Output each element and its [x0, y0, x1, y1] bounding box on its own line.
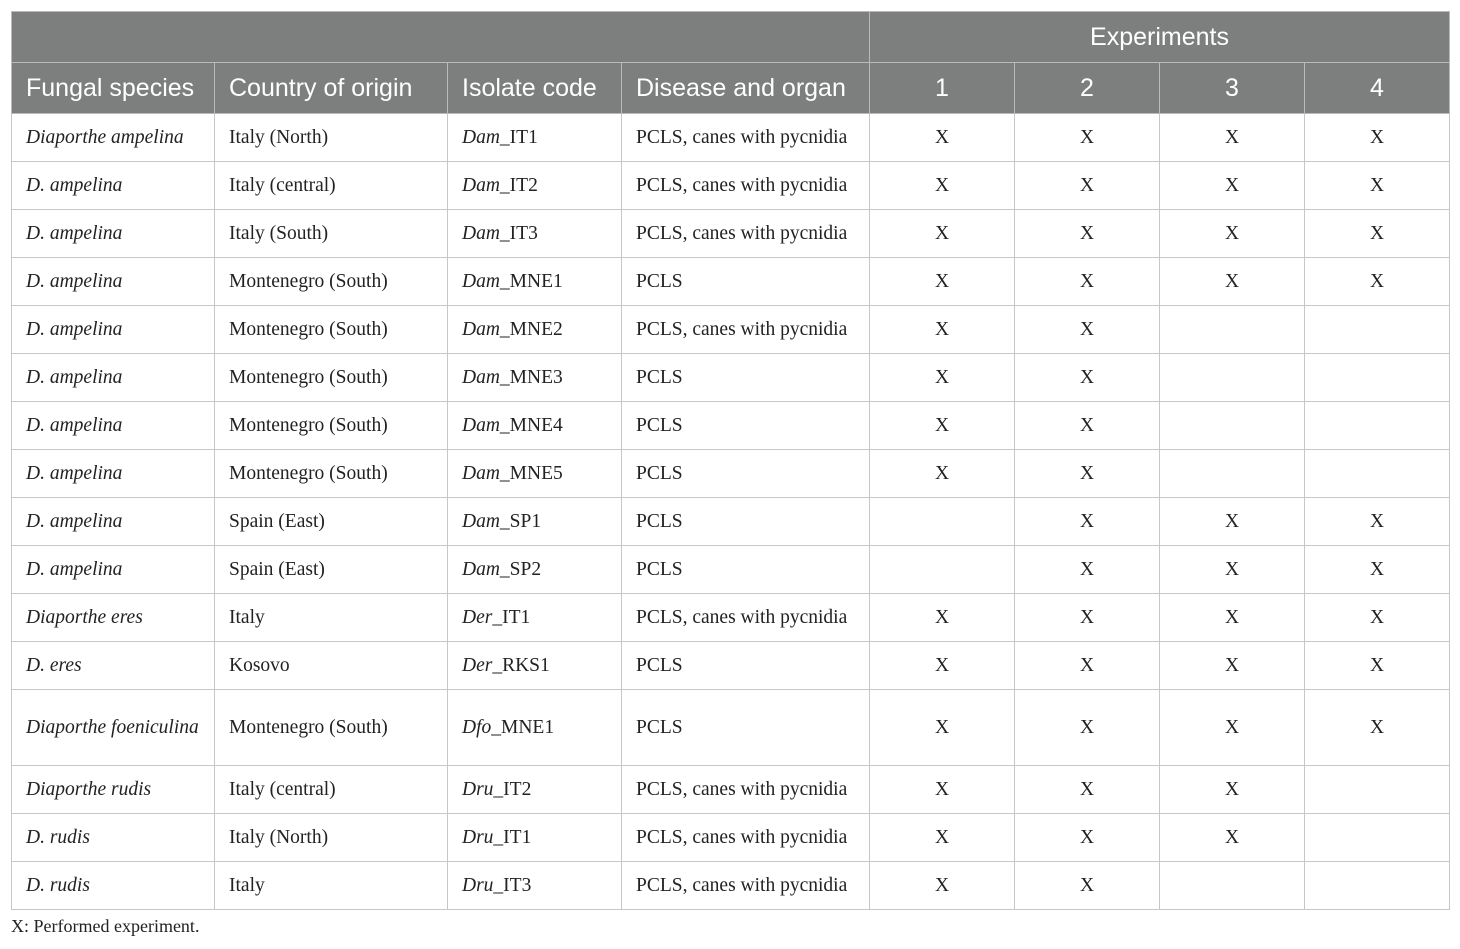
isolate-code-prefix: Dru [462, 778, 494, 800]
isolate-code-cell [448, 642, 622, 690]
experiment-2-cell: X [1015, 210, 1160, 258]
isolate-code-prefix: Dam [462, 414, 500, 436]
isolate-code-suffix: _MNE3 [499, 366, 563, 388]
group-header-blank [12, 12, 870, 63]
species-cell: D. eres [12, 642, 215, 690]
isolate-code-suffix: _SP2 [499, 558, 542, 580]
isolate-code-prefix: Dam [462, 558, 500, 580]
experiment-1-cell: X [870, 114, 1015, 162]
column-header-row [12, 63, 1450, 114]
disease-cell: PCLS [622, 402, 870, 450]
disease-cell: PCLS, canes with pycnidia [622, 814, 870, 862]
experiment-4-cell: X [1305, 690, 1450, 766]
experiment-3-cell [1160, 450, 1305, 498]
isolate-code-cell [448, 450, 622, 498]
species-cell: D. ampelina [12, 162, 215, 210]
isolate-code-prefix: Der [462, 606, 493, 628]
disease-cell: PCLS [622, 690, 870, 766]
isolate-code-cell [448, 354, 622, 402]
experiment-3-cell [1160, 862, 1305, 910]
species-cell: D. ampelina [12, 450, 215, 498]
column-header-country: Country of origin [215, 63, 448, 114]
isolate-code-prefix: Dru [462, 874, 494, 896]
country-cell: Italy [215, 862, 448, 910]
table-row [12, 690, 1450, 766]
experiment-2-cell: X [1015, 114, 1160, 162]
disease-cell: PCLS, canes with pycnidia [622, 766, 870, 814]
isolate-code-cell [448, 690, 622, 766]
column-header-isolate: Isolate code [448, 63, 622, 114]
isolate-code-cell [448, 498, 622, 546]
species-cell: Diaporthe ampelina [12, 114, 215, 162]
table-row [12, 814, 1450, 862]
experiment-1-cell: X [870, 690, 1015, 766]
experiments-group-header: Experiments [870, 12, 1450, 63]
experiment-1-cell: X [870, 258, 1015, 306]
isolate-code-prefix: Dam [462, 462, 500, 484]
isolate-code-prefix: Dam [462, 318, 500, 340]
country-cell: Italy [215, 594, 448, 642]
experiments-table [11, 11, 1450, 910]
country-cell: Italy (South) [215, 210, 448, 258]
experiment-4-cell: X [1305, 114, 1450, 162]
disease-cell: PCLS [622, 498, 870, 546]
experiment-2-cell: X [1015, 354, 1160, 402]
disease-cell: PCLS, canes with pycnidia [622, 862, 870, 910]
isolate-code-suffix: _IT1 [493, 826, 532, 848]
disease-cell: PCLS [622, 354, 870, 402]
experiment-4-cell [1305, 862, 1450, 910]
column-header-disease: Disease and organ [622, 63, 870, 114]
experiment-1-cell: X [870, 354, 1015, 402]
isolate-code-prefix: Der [462, 654, 493, 676]
isolate-code-cell [448, 258, 622, 306]
disease-cell: PCLS [622, 258, 870, 306]
group-header-row [12, 12, 1450, 63]
isolate-code-cell [448, 766, 622, 814]
country-cell: Kosovo [215, 642, 448, 690]
experiment-4-cell [1305, 766, 1450, 814]
table-row [12, 258, 1450, 306]
isolate-code-suffix: _IT1 [492, 606, 531, 628]
experiment-4-cell [1305, 450, 1450, 498]
experiment-2-cell: X [1015, 546, 1160, 594]
isolate-code-suffix: _MNE5 [499, 462, 563, 484]
species-cell: D. rudis [12, 814, 215, 862]
experiment-1-cell: X [870, 642, 1015, 690]
isolate-code-suffix: _RKS1 [492, 654, 550, 676]
experiment-3-cell: X [1160, 594, 1305, 642]
isolate-code-prefix: Dam [462, 366, 500, 388]
table-row [12, 498, 1450, 546]
species-cell: Diaporthe foeniculina [12, 690, 215, 766]
experiment-4-cell [1305, 354, 1450, 402]
table-row [12, 766, 1450, 814]
experiment-1-cell: X [870, 814, 1015, 862]
experiment-3-cell: X [1160, 498, 1305, 546]
disease-cell: PCLS, canes with pycnidia [622, 114, 870, 162]
country-cell: Italy (central) [215, 766, 448, 814]
species-cell: Diaporthe eres [12, 594, 215, 642]
isolate-code-prefix: Dam [462, 222, 500, 244]
isolate-code-suffix: _MNE4 [499, 414, 563, 436]
isolate-code-suffix: _IT2 [499, 174, 538, 196]
country-cell: Montenegro (South) [215, 450, 448, 498]
disease-cell: PCLS, canes with pycnidia [622, 594, 870, 642]
experiment-1-cell: X [870, 766, 1015, 814]
isolate-code-suffix: _MNE1 [499, 270, 563, 292]
country-cell: Spain (East) [215, 498, 448, 546]
experiment-3-cell: X [1160, 210, 1305, 258]
experiment-3-cell: X [1160, 258, 1305, 306]
experiment-2-cell: X [1015, 766, 1160, 814]
experiment-2-cell: X [1015, 162, 1160, 210]
experiment-4-cell: X [1305, 210, 1450, 258]
isolate-code-suffix: _IT2 [493, 778, 532, 800]
experiment-4-cell: X [1305, 594, 1450, 642]
experiment-1-cell [870, 546, 1015, 594]
species-cell: D. ampelina [12, 546, 215, 594]
experiment-1-cell: X [870, 306, 1015, 354]
table-row [12, 450, 1450, 498]
species-cell: D. ampelina [12, 210, 215, 258]
species-cell: D. ampelina [12, 498, 215, 546]
disease-cell: PCLS [622, 546, 870, 594]
table-row [12, 162, 1450, 210]
disease-cell: PCLS, canes with pycnidia [622, 210, 870, 258]
country-cell: Montenegro (South) [215, 258, 448, 306]
experiment-4-cell: X [1305, 642, 1450, 690]
isolate-code-cell [448, 210, 622, 258]
isolate-code-suffix: _IT3 [499, 222, 538, 244]
table-row [12, 862, 1450, 910]
experiment-4-cell: X [1305, 498, 1450, 546]
table-row [12, 114, 1450, 162]
country-cell: Montenegro (South) [215, 354, 448, 402]
experiment-3-cell: X [1160, 546, 1305, 594]
isolate-code-prefix: Dam [462, 510, 500, 532]
isolate-code-suffix: _MNE2 [499, 318, 563, 340]
species-cell: D. ampelina [12, 258, 215, 306]
experiment-2-cell: X [1015, 862, 1160, 910]
experiment-1-cell: X [870, 402, 1015, 450]
species-cell: D. ampelina [12, 354, 215, 402]
experiment-2-cell: X [1015, 498, 1160, 546]
country-cell: Spain (East) [215, 546, 448, 594]
isolate-code-cell [448, 114, 622, 162]
disease-cell: PCLS, canes with pycnidia [622, 306, 870, 354]
disease-cell: PCLS [622, 642, 870, 690]
table-row [12, 594, 1450, 642]
experiment-2-cell: X [1015, 258, 1160, 306]
table-row [12, 546, 1450, 594]
experiment-3-cell: X [1160, 690, 1305, 766]
experiment-1-cell: X [870, 862, 1015, 910]
experiment-3-cell [1160, 402, 1305, 450]
experiment-3-cell: X [1160, 814, 1305, 862]
column-header-exp1: 1 [870, 63, 1015, 114]
table-row [12, 210, 1450, 258]
country-cell: Montenegro (South) [215, 402, 448, 450]
footnote: X: Performed experiment. [11, 916, 200, 936]
experiment-3-cell: X [1160, 114, 1305, 162]
experiment-4-cell [1305, 814, 1450, 862]
experiment-3-cell: X [1160, 642, 1305, 690]
experiment-1-cell: X [870, 594, 1015, 642]
experiment-2-cell: X [1015, 642, 1160, 690]
species-cell: D. ampelina [12, 402, 215, 450]
table-row [12, 402, 1450, 450]
experiment-3-cell: X [1160, 162, 1305, 210]
table-container [11, 11, 1449, 910]
experiment-3-cell: X [1160, 766, 1305, 814]
column-header-species: Fungal species [12, 63, 215, 114]
species-cell: D. ampelina [12, 306, 215, 354]
experiment-1-cell: X [870, 450, 1015, 498]
column-header-exp2: 2 [1015, 63, 1160, 114]
table-row [12, 354, 1450, 402]
isolate-code-prefix: Dam [462, 126, 500, 148]
isolate-code-cell [448, 862, 622, 910]
table-row [12, 306, 1450, 354]
species-cell: D. rudis [12, 862, 215, 910]
isolate-code-prefix: Dfo [462, 716, 492, 738]
disease-cell: PCLS [622, 450, 870, 498]
isolate-code-cell [448, 162, 622, 210]
column-header-exp4: 4 [1305, 63, 1450, 114]
experiment-2-cell: X [1015, 690, 1160, 766]
isolate-code-suffix: _SP1 [499, 510, 542, 532]
isolate-code-suffix: _IT3 [493, 874, 532, 896]
country-cell: Italy (central) [215, 162, 448, 210]
experiment-2-cell: X [1015, 402, 1160, 450]
species-cell: Diaporthe rudis [12, 766, 215, 814]
experiment-4-cell [1305, 402, 1450, 450]
experiment-1-cell: X [870, 162, 1015, 210]
isolate-code-suffix: _IT1 [499, 126, 538, 148]
experiment-1-cell: X [870, 210, 1015, 258]
experiment-1-cell [870, 498, 1015, 546]
column-header-exp3: 3 [1160, 63, 1305, 114]
experiment-4-cell: X [1305, 258, 1450, 306]
experiment-3-cell [1160, 354, 1305, 402]
isolate-code-cell [448, 306, 622, 354]
experiment-2-cell: X [1015, 450, 1160, 498]
experiment-3-cell [1160, 306, 1305, 354]
experiment-4-cell: X [1305, 162, 1450, 210]
table-body [12, 114, 1450, 910]
isolate-code-cell [448, 546, 622, 594]
experiment-2-cell: X [1015, 306, 1160, 354]
isolate-code-prefix: Dam [462, 270, 500, 292]
isolate-code-cell [448, 402, 622, 450]
table-row [12, 642, 1450, 690]
isolate-code-cell [448, 814, 622, 862]
country-cell: Montenegro (South) [215, 690, 448, 766]
experiment-4-cell [1305, 306, 1450, 354]
disease-cell: PCLS, canes with pycnidia [622, 162, 870, 210]
isolate-code-cell [448, 594, 622, 642]
country-cell: Montenegro (South) [215, 306, 448, 354]
experiment-4-cell: X [1305, 546, 1450, 594]
experiment-2-cell: X [1015, 814, 1160, 862]
isolate-code-prefix: Dru [462, 826, 494, 848]
country-cell: Italy (North) [215, 814, 448, 862]
experiment-2-cell: X [1015, 594, 1160, 642]
isolate-code-suffix: _MNE1 [491, 716, 555, 738]
isolate-code-prefix: Dam [462, 174, 500, 196]
country-cell: Italy (North) [215, 114, 448, 162]
